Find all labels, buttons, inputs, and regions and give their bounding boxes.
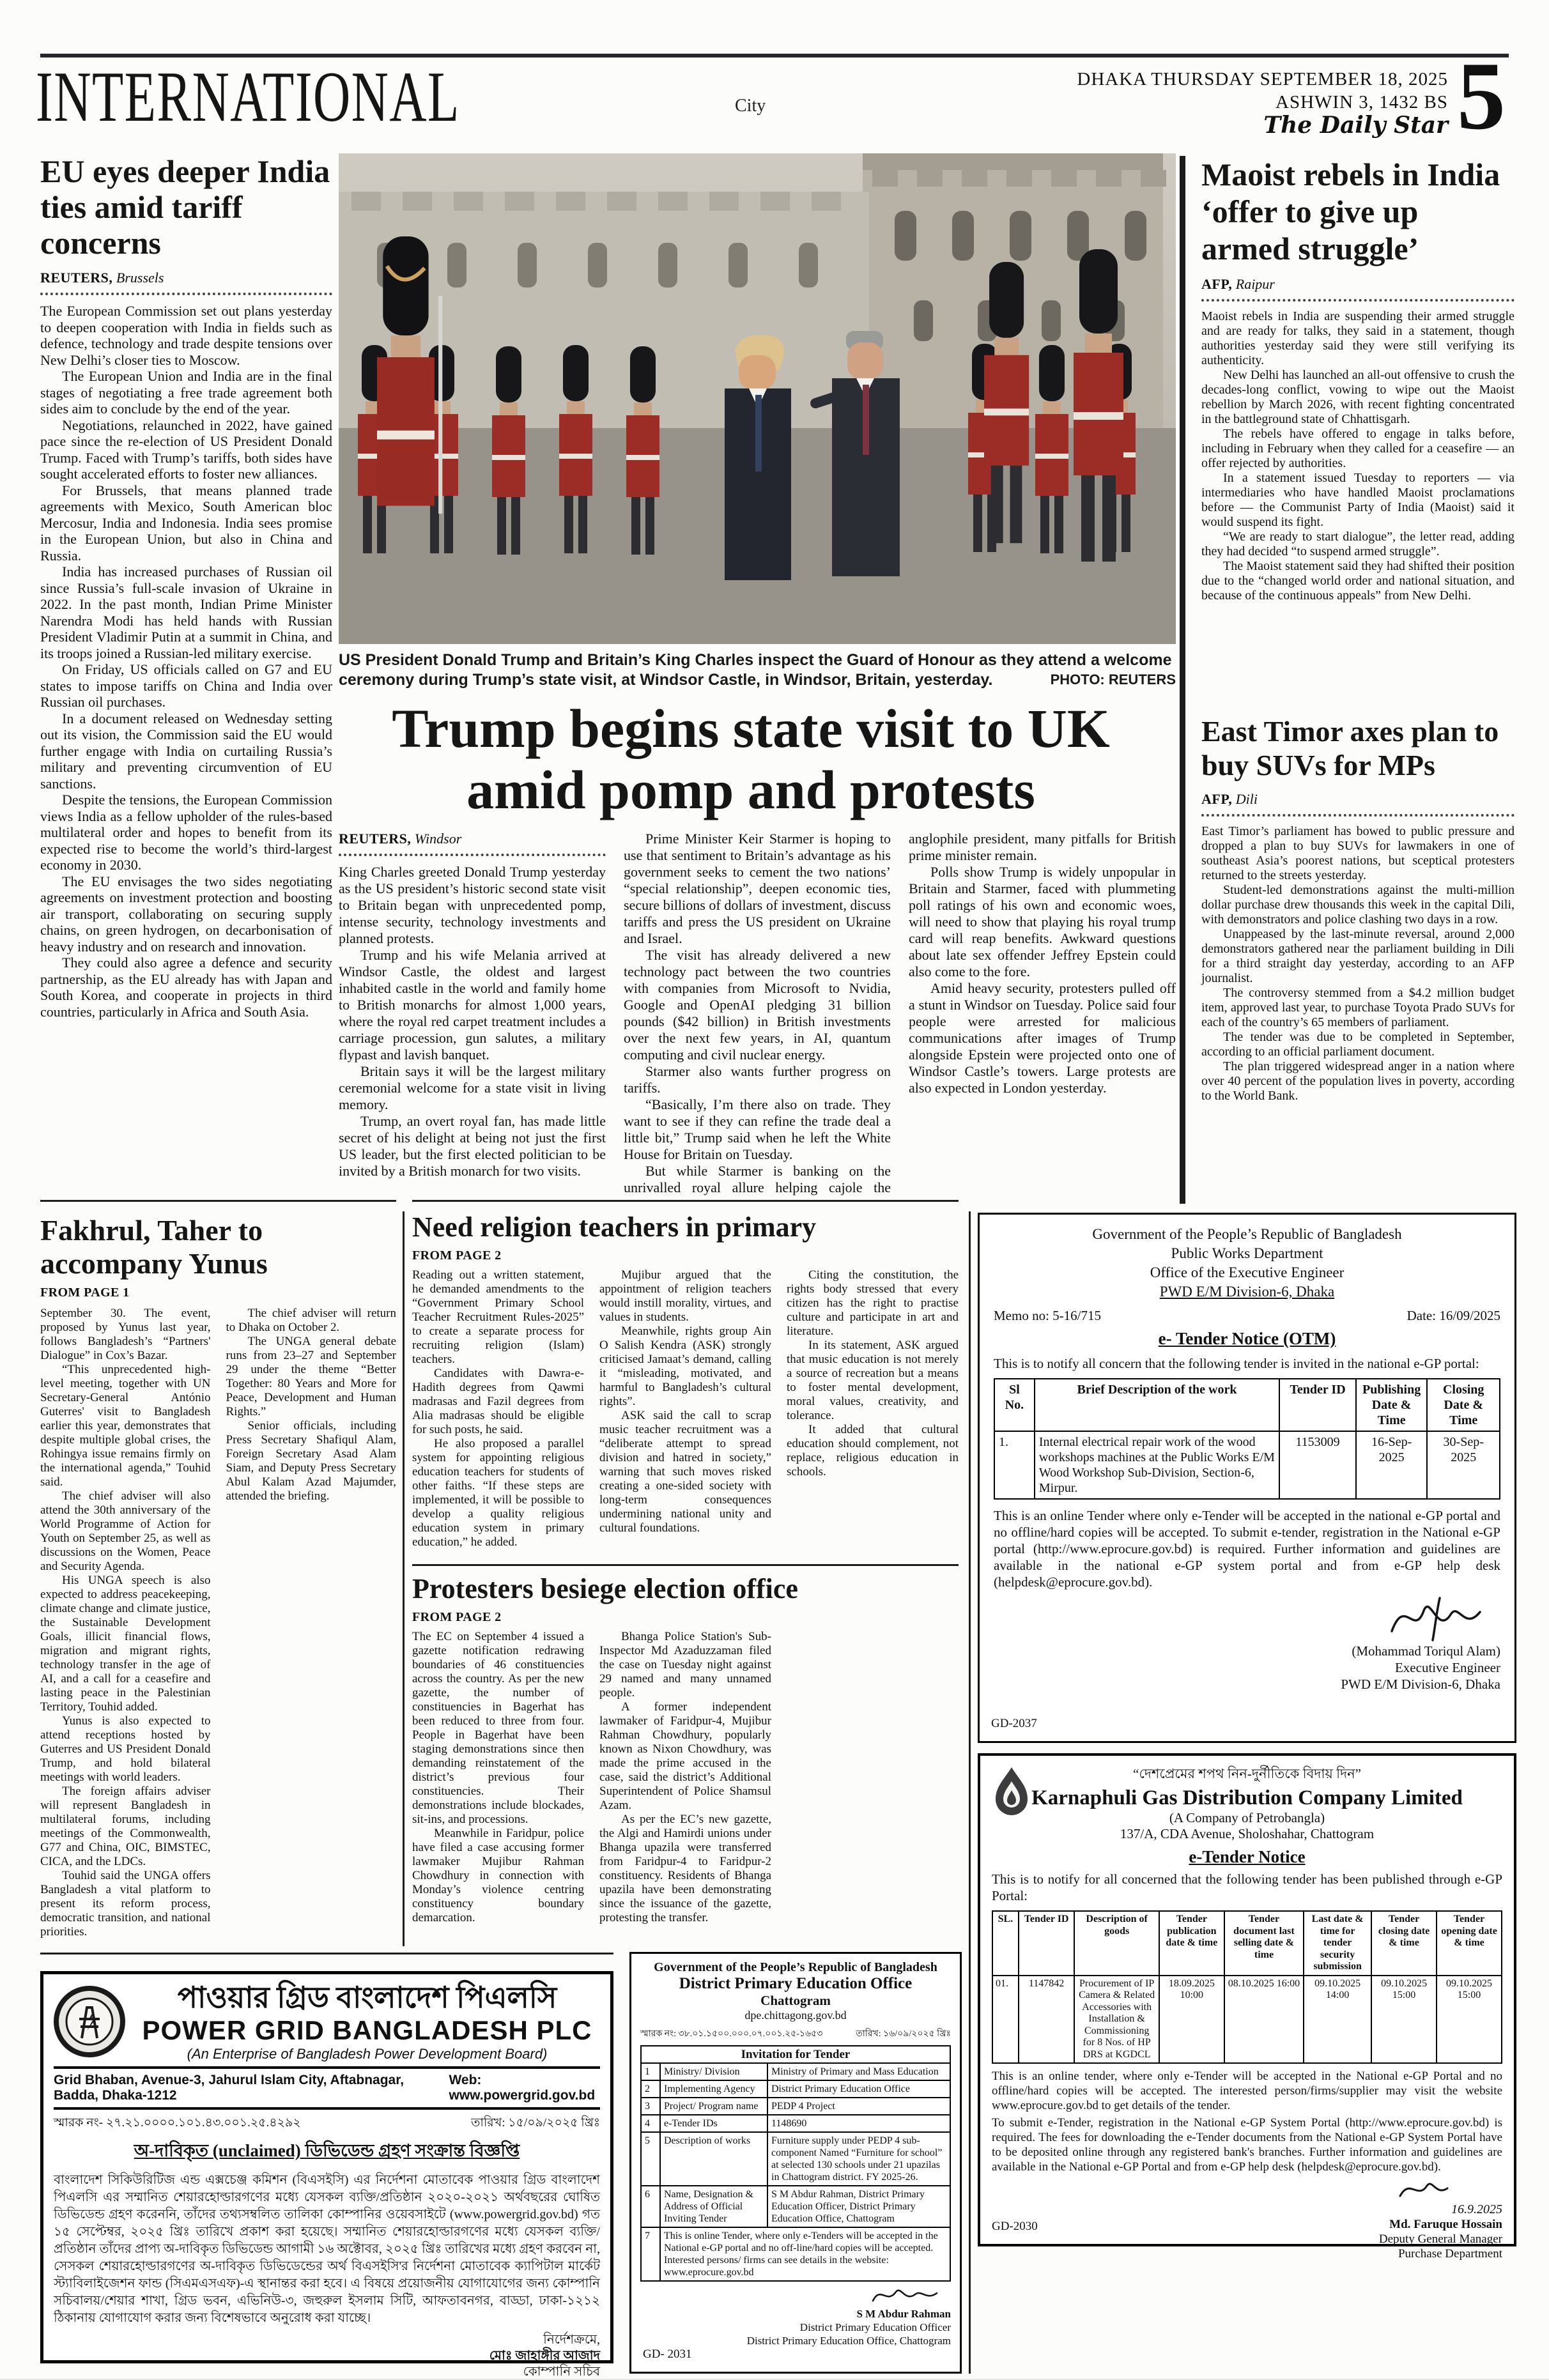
tender-govt-line: Government of the People’s Republic of Bangladesh — [1092, 1226, 1402, 1242]
signer-org: District Primary Education Office, Chattogram — [746, 2335, 951, 2347]
tender-city-line: Chattogram — [760, 1993, 831, 2008]
paragraph: The European Commission set out plans yesterday to deepen cooperation with India in fields such as defence, technology and trade despite tensions over New Delhi’s closer ties to Moscow. — [40, 303, 332, 368]
article-eu-india — [40, 153, 332, 1199]
cell-no: 6 — [641, 2186, 660, 2227]
rule — [54, 2107, 600, 2110]
tender-notice-pwd — [978, 1213, 1516, 1743]
vertical-rule — [1180, 156, 1185, 1204]
powergrid-logo — [54, 1986, 125, 2057]
gd-number: GD-2030 — [992, 2220, 1038, 2233]
paragraph: King Charles greeted Donald Trump yesterday as the US president’s historic second state visit to Britain began with unprecedented pomp, intense security, technology investments and planned protests. — [339, 864, 606, 946]
tender-table — [992, 1910, 1502, 2064]
paragraph: Yunus is also expected to attend receptions hosted by Guterres and US President Donald Trump, and hold bilateral meetings with world leaders. — [40, 1714, 211, 1784]
paragraph: Trump, an overt royal fan, has made little secret of his delight at being not just the first US leader, but the first elected politician to be invited by a British monarch for two visits. — [339, 1113, 606, 1179]
tender-website: dpe.chittagong.gov.bd — [744, 2009, 847, 2022]
lead-article-body — [339, 831, 1176, 1206]
tender-notice-kgdcl — [978, 1753, 1516, 2261]
dotted-rule — [339, 854, 606, 856]
article-body — [40, 1307, 396, 1939]
article-headline: Need religion teachers in primary — [412, 1211, 817, 1243]
byline — [1201, 276, 1514, 293]
signoff-line: নির্দেশক্রমে, — [543, 2333, 600, 2347]
company-subtitle: (A Company of Petrobangla) — [1169, 1810, 1325, 1825]
cell-label: e-Tender IDs — [660, 2115, 767, 2132]
cell-value: Ministry of Primary and Mass Education — [767, 2063, 950, 2080]
signer-name: (Mohammad Toriqul Alam) — [1352, 1643, 1500, 1659]
col-header: Tender ID — [1279, 1379, 1356, 1431]
paragraph: As per the EC’s new gazette, the Algi and Hamirdi unions under Bhanga upazila were transferred from Faridpur-4 to Faridpur-2 constituency. Residents of Bhanga upazila have been demonstrating since the issuance of the gazette, protesting the transfer. — [599, 1813, 771, 1924]
paragraph: September 30. The event, proposed by Yunus last year, follows Bangladesh’s “Partners' Dialogue” in Cox’s Bazar. — [40, 1307, 211, 1362]
signer-name: S M Abdur Rahman — [856, 2308, 951, 2320]
byline — [339, 831, 606, 847]
tender-govt-line: Government of the People’s Republic of Bangladesh — [654, 1960, 937, 1974]
paragraph: Negotiations, relaunched in 2022, have gained pace since the re-election of US President Donald Trump. Faced with Trump’s tariffs, both sides have sought accelerated efforts to foster new alliances. — [40, 417, 332, 482]
from-page-label: FROM PAGE 2 — [412, 1610, 502, 1624]
col-header: Tender opening date & time — [1437, 1911, 1502, 1976]
tender-table — [994, 1378, 1500, 1500]
paragraph: Britain says it will be the largest military ceremonial welcome for a state visit in living memory. — [339, 1063, 606, 1112]
paragraph: A former independent lawmaker of Faridpur-4, Mujibur Rahman Chowdhury, popularly known as Nixon Chowdhury, was made the prime accused in the case, said the district’s Additional Superintendent of Police Shamsul Azam. — [599, 1700, 771, 1812]
paragraph: Starmer also wants further progress on tariffs. — [624, 1063, 891, 1096]
signer-title: Executive Engineer — [1394, 1660, 1500, 1675]
gd-number: GD- 2031 — [643, 2347, 692, 2361]
paragraph: Meanwhile in Faridpur, police have filed a case accusing former lawmaker Mujibur Rahman Chowdhury in connection with Monday’s violence centring constituency boundary demarcation. — [412, 1827, 584, 1924]
col-header: Publishing Date & Time — [1356, 1379, 1428, 1431]
cell-value: Furniture supply under PEDP 4 sub-component Named “Furniture for school” at selected 130 schools under 21 upazilas in Chattogram district. FY 2025-26. — [767, 2132, 950, 2186]
masthead-dateline — [959, 68, 1448, 137]
col-header: Brief Description of the work — [1035, 1379, 1279, 1431]
cell-description: Procurement of IP Camera & Related Accessories with Installation & Commissioning for 8 Nos. of HP DRS at KGDCL — [1074, 1976, 1159, 2064]
paragraph: The plan triggered widespread anger in a nation where over 40 percent of the population lives in poverty, according to the World Bank. — [1201, 1059, 1514, 1103]
paragraph: The foreign affairs adviser will represent Bangladesh in multilateral forums, including meetings of the Commonwealth, G77 and China, OIC, BIMSTEC, CICA, and the LDCs. — [40, 1785, 211, 1868]
col-header: SL. — [992, 1911, 1019, 1976]
byline-place: Brussels — [116, 270, 164, 286]
paragraph: For Brussels, that means planned trade agreements with Mexico, South American bloc Mercosur, India and Indonesia. India sees promise in the European Union, but also in China and Russia. — [40, 482, 332, 564]
paragraph: Maoist rebels in India are suspending their armed struggle and are ready for talks, they said in a statement, though authorities yesterday said they were still verifying its authenticity. — [1201, 309, 1514, 367]
signer-name: Md. Faruque Hossain — [1389, 2218, 1502, 2231]
table-row — [641, 2098, 950, 2115]
col-header: Sl No. — [994, 1379, 1035, 1431]
dotted-rule — [1201, 814, 1514, 817]
article-body — [1201, 309, 1514, 695]
signature-block — [992, 2177, 1502, 2261]
cell-no: 3 — [641, 2098, 660, 2115]
paragraph: The controversy stemmed from a $4.2 million budget item, approved last year, to purchase Toyota Prado SUVs for each of the country’s 65 members of parliament. — [1201, 986, 1514, 1029]
signer-title: কোম্পানি সচিব — [523, 2365, 600, 2379]
table-row — [641, 2080, 950, 2098]
tender-office-line: Office of the Executive Engineer — [1150, 1264, 1345, 1280]
cell-no: 4 — [641, 2115, 660, 2132]
powergrid-bn-title: পাওয়ার গ্রিড বাংলাদেশ পিএলসি — [177, 1981, 557, 2014]
paragraph-list — [339, 831, 1176, 1206]
paragraph: The Maoist statement said they had shifted their position due to the “changed world order and national situation, and because of the continuous appeals” from New Delhi. — [1201, 559, 1514, 603]
paragraph: Mujibur argued that the appointment of religion teachers would instill morality, virtues, and values in students. — [599, 1268, 771, 1324]
paragraph: New Delhi has launched an all-out offensive to crush the decades-long conflict, vowing to wipe out the Maoist rebellion by March 2026, with recent fighting concentrated in the battleground state of Chhattisgarh. — [1201, 368, 1514, 426]
byline — [40, 270, 332, 286]
paragraph: ASK said the call to scrap music teacher recruitment was a “deliberate attempt to spread division and hatred in society,” warning that such moves risked creating a one-sided society with long-term consequences undermining national unity and cultural foundations. — [599, 1409, 771, 1535]
powergrid-address: Grid Bhaban, Avenue-3, Jahurul Islam City, Aftabnagar, Badda, Dhaka-1212 — [54, 2073, 405, 2103]
cell-label: Description of works — [660, 2132, 767, 2186]
col-header: Tender closing date & time — [1371, 1911, 1437, 1976]
paragraph: Candidates with Dawra-e-Hadith degrees from Qawmi madrasas and Fazil degrees from Alia madrasas should be eligible for such posts, he said. — [412, 1367, 584, 1436]
from-page-label: FROM PAGE 2 — [412, 1248, 502, 1263]
tender-intro: This is to notify all concern that the following tender is invited in the national e-GP portal: — [994, 1356, 1479, 1371]
paragraph: The tender was due to be completed in September, according to an official parliament document. — [1201, 1030, 1514, 1059]
signer-org: PWD E/M Division-6, Dhaka — [1341, 1677, 1500, 1692]
paragraph: Unappeased by the last-minute reversal, around 2,000 demonstrators gathered near the parliament building in Dili for a third straight day yesterday, according to an AFP journalist. — [1201, 927, 1514, 985]
table-row — [641, 2063, 950, 2080]
signature-date: 16.9.2025 — [1451, 2202, 1502, 2216]
article-body — [40, 303, 332, 1185]
paragraph: The visit has already delivered a new technology pact between the two countries with companies from Microsoft to Nvidia, Google and OpenAI pledging 31 billion pounds ($42 billion) in British investments over the next few years, in AI, quantum computing and civil nuclear energy. — [624, 947, 891, 1063]
paragraph: Despite the tensions, the European Commission views India as a fellow upholder of the rules-based multilateral order and hopes to benefit from its expected rise to become the world’s third-largest economy in 2030. — [40, 792, 332, 873]
cell-tender-id: 1147842 — [1019, 1976, 1075, 2064]
dotted-rule — [1201, 299, 1514, 302]
table-row — [641, 2132, 950, 2186]
col-header: Tender ID — [1019, 1911, 1075, 1976]
paragraph: Trump and his wife Melania arrived at Windsor Castle, the oldest and largest inhabited castle in the world and family home to British monarchs for almost 1,000 years, where the royal red carpet treatment includes a carriage procession, gun salutes, a military flypast and lavish banquet. — [339, 947, 606, 1063]
horizontal-rule — [412, 1200, 959, 1202]
table-row — [641, 2186, 950, 2227]
article-headline: Maoist rebels in India ‘offer to give up armed struggle’ — [1201, 157, 1500, 266]
cell-no: 1 — [641, 2063, 660, 2080]
paragraph: India has increased purchases of Russian oil since Russia’s full-scale invasion of Ukraine in 2022. In the past month, Indian Prime Minister Narendra Modi has held hands with Russian President Vladimir Putin at a summit in China, and its troops joined a Russian-led military exercise. — [40, 564, 332, 661]
signer-name: মোঃ জাহাঙ্গীর আজাদ — [489, 2349, 600, 2363]
cell-value: 1148690 — [767, 2115, 950, 2132]
cell-value: District Primary Education Office — [767, 2080, 950, 2098]
signature-icon — [1379, 1593, 1500, 1643]
photo-trump-charles — [339, 153, 1176, 644]
paragraph: The EC on September 4 issued a gazette notification redrawing boundaries of 46 constituencies across the country. As per the new gazette, the number of constituencies in Bagerhat has been reduced to three from four. People in Bagerhat have been staging demonstrations since then demanding reinstatement of the district’s previous four constituencies. Their demonstrations include blockades, sit-ins, and processions. — [412, 1630, 584, 1826]
paragraph: Senior officials, including Press Secretary Shafiqul Alam, Foreign Secretary Asad Alam Siam, and Deputy Press Secretary Abul Kalam Azad Majumder, attended the briefing. — [226, 1419, 396, 1503]
paragraph: On Friday, US officials called on G7 and EU states to impose tariffs on China and India over Russian oil purchases. — [40, 661, 332, 710]
article-headline: EU eyes deeper India ties amid tariff concerns — [40, 153, 330, 261]
byline-agency: REUTERS, — [339, 831, 412, 847]
cell-value: S M Abdur Rahman, District Primary Education Officer, District Primary Education Office, Chattogram — [767, 2186, 950, 2227]
table-row — [641, 2115, 950, 2132]
article-headline: Fakhrul, Taher to accompany Yunus — [40, 1214, 268, 1280]
tender-para: This is an online tender, where only e-Tender will be accepted in the National e-GP Portal and no offline/hard copies will be accepted. The interested person/firms/supplier may visit the website www.eprocure.gov.bd to get details of the tender. — [992, 2069, 1502, 2112]
horizontal-rule — [40, 1953, 613, 1954]
tender-notice-dpeo — [629, 1952, 962, 2374]
cell-description: Internal electrical repair work of the wood workshops machines at the Public Works E/M Wood Workshop Sub-Division, Section-6, Mirpur. — [1035, 1431, 1279, 1499]
byline-agency: REUTERS, — [40, 270, 113, 286]
table-row — [641, 2227, 950, 2281]
paragraph: Citing the constitution, the rights body stressed that every citizen has the right to practise culture and participate in art and literature. — [787, 1268, 959, 1338]
masthead-bs-date: ASHWIN 3, 1432 BS — [1275, 92, 1448, 112]
paragraph: Touhid said the UNGA offers Bangladesh a vital platform to present its reform process, democratic transition, and national priorities. — [40, 1869, 211, 1939]
photo-caption — [339, 650, 1176, 690]
paragraph: Meanwhile, rights group Ain O Salish Kendra (ASK) strongly criticised Jamaat’s demand, calling it “misleading, motivated, and harmful to Bangladesh’s cultural rights”. — [599, 1324, 771, 1408]
tender-table — [640, 2045, 951, 2282]
company-name: Karnaphuli Gas Distribution Company Limited — [1031, 1786, 1463, 1809]
ad-heading: অ-দাবিকৃত (unclaimed) ডিভিডেন্ড গ্রহণ সংক্রান্ত বিজ্ঞপ্তি — [134, 2141, 520, 2160]
kgdcl-flame-logo — [990, 1765, 1033, 1821]
byline-agency: AFP, — [1201, 276, 1233, 292]
gd-number: GD-2037 — [991, 1717, 1037, 1730]
vertical-rule — [969, 1211, 971, 2374]
horizontal-rule — [40, 1200, 396, 1202]
cell-publication: 18.09.2025 10:00 — [1159, 1976, 1224, 2064]
memo-number: স্মারক নং: ৩৮.০১.১৫০০.০০০.০৭.০০১.২৫-১৬৫৩ — [640, 2029, 823, 2039]
col-header: Tender publication date & time — [1159, 1911, 1224, 1976]
tender-office-line: District Primary Education Office — [679, 1975, 913, 1992]
company-address: 137/A, CDA Avenue, Sholoshahar, Chattogram — [1120, 1826, 1375, 1841]
photo-illustration — [339, 153, 1176, 644]
cell-opening: 09.10.2025 15:00 — [1437, 1976, 1502, 2064]
article-religion-teachers — [412, 1211, 959, 1557]
signature-block — [994, 1593, 1500, 1693]
cell-label: Project/ Program name — [660, 2098, 767, 2115]
table-row — [994, 1431, 1500, 1499]
cell-sl: 01. — [992, 1976, 1019, 2064]
memo-number: Memo no: 5-16/715 — [994, 1308, 1101, 1323]
paragraph: In its statement, ASK argued that music education is not merely a source of recreation but a means to foster mental development, moral values, creativity, and tolerance. — [787, 1339, 959, 1422]
paragraph: In a document released on Wednesday setting out its vision, the Commission said the EU would further engage with India on curtailing Russia’s military and preventing circumvention of EU sanctions. — [40, 710, 332, 792]
paragraph: The UNGA general debate runs from 23–27 and September 29 under the theme “Better Together: 80 Years and More for Peace, Development and Human Rights.” — [226, 1335, 396, 1418]
cell-tender-id: 1153009 — [1279, 1431, 1356, 1499]
tender-intro: This is to notify for all concerned that the following tender has been published through e-GP Portal: — [992, 1871, 1502, 1903]
paragraph: “Basically, I’m there also on trade. They want to see if they can refine the trade deal a little bit,” Trump said when he left the White House for Britain on Tuesday. — [624, 1096, 891, 1162]
signer-dept: Purchase Department — [1398, 2247, 1502, 2261]
paragraph: They could also agree a defence and security partnership, as the EU already has with Japan and South Korea, and cooperate in projects in third countries, particularly in Africa and South Asia. — [40, 955, 332, 1020]
cell-publish-date: 16-Sep-2025 — [1356, 1431, 1428, 1499]
powergrid-advertisement — [40, 1971, 613, 2379]
cell-doc-selling: 08.10.2025 16:00 — [1224, 1976, 1304, 2064]
cell-value: PEDP 4 Project — [767, 2098, 950, 2115]
paragraph: Bhanga Police Station's Sub-Inspector Md Azaduzzaman filed the case on Tuesday night against 29 named and many unnamed people. — [599, 1630, 771, 1700]
tender-dept-line: Public Works Department — [1171, 1245, 1323, 1261]
cell-label: Ministry/ Division — [660, 2063, 767, 2080]
memo-number: স্মারক নং- ২৭.২১.০০০০.১০১.৪৩.০০১.২৫.৪২৯২ — [54, 2116, 301, 2130]
cell-closing: 09.10.2025 15:00 — [1371, 1976, 1437, 2064]
tender-para: To submit e-Tender, registration in the National e-GP System Portal (http://www.eprocure.gov.bd) is required. The fees for downloading the e-Tender documents from the National e-GP System Portal have to be deposited online through any registered bank's branches. Further information and guidelines are available in the National e-GP Portal and from e-GP help desk (helpdesk@eprocure.gov.bd). — [992, 2116, 1502, 2174]
photo-credit: PHOTO: REUTERS — [1050, 672, 1176, 687]
article-headline: East Timor axes plan to buy SUVs for MPs — [1201, 715, 1499, 781]
tender-division-line: PWD E/M Division-6, Dhaka — [1159, 1284, 1335, 1300]
paragraph: Student-led demonstrations against the multi-million dollar purchase drew thousands this week in the capital Dili, with demonstrators and police clashing two days in a row. — [1201, 883, 1514, 926]
article-protesters — [412, 1573, 959, 1942]
byline-place: Windsor — [414, 831, 462, 847]
tender-footer: This is an online Tender where only e-Tender will be accepted in the national e-GP portal and no offline/hard copies will be accepted. To submit e-tender, registration in the National e-GP portal (http://www.eprocure.gov.bd) is required. Further information and guidelines are available in the national e-GP system portal and from e-GP help desk (helpdesk@eprocure.gov.bd). — [994, 1508, 1500, 1590]
vertical-rule — [403, 1211, 405, 1946]
memo-date: তারিখ: ১৬/০৯/২০২৫ খ্রিঃ — [856, 2029, 951, 2039]
col-header: Tender document last selling date & time — [1224, 1911, 1304, 1976]
memo-date: তারিখ: ১৫/০৯/২০২৫ খ্রিঃ — [471, 2116, 600, 2130]
table-row — [992, 1976, 1502, 2064]
powergrid-en-title: POWER GRID BANGLADESH PLC — [142, 2015, 592, 2045]
right-column — [1201, 156, 1514, 1204]
signature-icon — [868, 2284, 951, 2307]
cell-label: Name, Designation & Address of Official Inviting Tender — [660, 2186, 767, 2227]
article-body — [412, 1630, 959, 1942]
paper-logo: The Daily Star — [1263, 112, 1448, 139]
paragraph: “We are ready to start dialogue”, the letter read, adding they had decided “to suspend armed struggle”. — [1201, 530, 1514, 558]
paragraph: Polls show Trump is widely unpopular in Britain and Starmer, faced with plummeting poll ratings of his own and economic woes, will need to show that playing his royal trump card will reap benefits. Awkward questions about late sex offender Jeffrey Epstein could also come to the fore. — [909, 864, 1176, 979]
tender-title: e- Tender Notice (OTM) — [1158, 1329, 1336, 1348]
memo-date: Date: 16/09/2025 — [1406, 1308, 1500, 1323]
article-headline: Protesters besiege election office — [412, 1573, 798, 1604]
paragraph: The chief adviser will also attend the 30th anniversary of the World Programme of Action for Youth on September 25, as well as discussions on the Women, Peace and Security Agenda. — [40, 1489, 211, 1573]
signature-icon — [1394, 2177, 1502, 2202]
paragraph: His UNGA speech is also expected to address peacekeeping, climate change and climate justice, the Sustainable Development Goals, illicit financial flows, migration and migrant rights, technology transfer in the age of AI, and a call for a ceasefire and lasting peace in the Palestinian Territory, Touhid added. — [40, 1574, 211, 1714]
rule — [54, 2066, 600, 2069]
article-body — [412, 1268, 959, 1557]
from-page-label: FROM PAGE 1 — [40, 1286, 130, 1300]
table-title: Invitation for Tender — [641, 2046, 950, 2063]
tender-title: e-Tender Notice — [1189, 1847, 1306, 1866]
powergrid-subtitle: (An Enterprise of Bangladesh Power Development Board) — [187, 2046, 548, 2062]
paragraph: Prime Minister Keir Starmer is hoping to use that sentiment to Britain’s advantage as his government seeks to cement the two nations’ “special relationship”, deepen economic ties, secure billions of dollars of investment, discuss tariffs and press the US president on Ukraine and Israel. — [624, 831, 891, 946]
col-header: Closing Date & Time — [1427, 1379, 1500, 1431]
signer-title: Deputy General Manager — [1378, 2232, 1502, 2246]
cell-security: 09.10.2025 14:00 — [1304, 1976, 1371, 2064]
byline — [1201, 791, 1514, 808]
caption-text: US President Donald Trump and Britain’s King Charles inspect the Guard of Honour as they attend a welcome ceremony during Trump’s state visit, at Windsor Castle, in Windsor, Britain, yesterday. — [339, 651, 1172, 689]
cell-no: 7 — [641, 2227, 660, 2281]
masthead-date: DHAKA THURSDAY SEPTEMBER 18, 2025 — [1077, 69, 1448, 89]
city-label: City — [735, 96, 766, 116]
horizontal-rule — [412, 1564, 959, 1566]
paragraph: Amid heavy security, protesters pulled off a stunt in Windsor on Tuesday. Police said four people were arrested for malicious communications after images of Trump alongside Epstein were projected onto one of Windsor Castle’s towers. Large protests are also expected in London yesterday. — [909, 980, 1176, 1096]
dotted-rule — [40, 293, 332, 295]
cell-sl: 1. — [994, 1431, 1035, 1499]
paragraph: “This unprecedented high-level meeting, together with UN Secretary-General António Guterres' visit to Bangladesh earlier this year, demonstrates that despite multiple global crises, the Rohingya issue remains firmly on the international agenda,” Touhid said. — [40, 1363, 211, 1489]
ad-signoff — [54, 2332, 600, 2380]
ad-body: বাংলাদেশ সিকিউরিটিজ এন্ড এক্সচেঞ্জ কমিশন (বিএসইসি) এর নির্দেশনা মোতাবেক পাওয়ার গ্রিড বাংলাদেশ পিএলসি এর সম্মানিত শেয়ারহোল্ডারগণের মধ্যে যেসকল ব্যক্তি/প্রতিষ্ঠান ২০২০-২০২১ অর্থবছরের ঘোষিত ডিভিডেন্ড গ্রহণ করেননি, তাঁদের তথ্যসম্বলিত তালিকা কোম্পানির ওয়েবসাইটে (www.powergrid.gov.bd) গত ১৫ সেপ্টেম্বর, ২০২৫ খ্রিঃ তারিখে প্রকাশ করা হয়েছে। সম্মানিত শেয়ারহোল্ডারগণের মধ্যে যেসকল ব্যক্তি/প্রতিষ্ঠান তাঁদের প্রাপ্য অ-দাবিকৃত ডিভিডেন্ড আগামী ১৬ অক্টোবর, ২০২৫ খ্রিঃ তারিখের মধ্যে গ্রহণ করবেন না, সেসকল শেয়ারহোল্ডারগণের অ-দাবিকৃত ডিভিডেন্ডের অর্থ বিএসইসি'র নির্দেশনা মোতাবেক ক্যাপিটাল মার্কেট স্ট্যাবিলাইজেশন ফান্ড (সিএমএসএফ)-এ স্থানান্তর করা হবে। এ বিষয়ে প্রয়োজনীয় যোগাযোগের জন্য কোম্পানি সচিবালয়/শেয়ার শাখা, গ্রিড ভবন, এভিনিউ-৩, জহুরুল ইসলাম সিটি, আফতাবনগর, বাড্ডা, ঢাকা-১২১২ ঠিকানায় যোগাযোগ করার জন্য বিশেষভাবে অনুরোধ করা যাচ্ছে। — [54, 2173, 600, 2325]
signature-block — [640, 2284, 951, 2347]
article-fakhrul — [40, 1214, 396, 1949]
byline-place: Raipur — [1235, 276, 1275, 292]
cell-label: Implementing Agency — [660, 2080, 767, 2098]
section-title: INTERNATIONAL — [36, 58, 460, 137]
cell-no: 2 — [641, 2080, 660, 2098]
paragraph: The chief adviser will return to Dhaka on October 2. — [226, 1307, 396, 1334]
article-body — [1201, 824, 1514, 1208]
paragraph: The European Union and India are in the final stages of negotiating a free trade agreement both sides aim to conclude by the end of the year. — [40, 368, 332, 417]
cell-closing-date: 30-Sep-2025 — [1427, 1431, 1500, 1499]
cell-no: 5 — [641, 2132, 660, 2186]
slogan: “দেশপ্রেমের শপথ নিন-দুর্নীতিকে বিদায় দিন” — [1133, 1766, 1361, 1781]
signer-title: District Primary Education Officer — [799, 2321, 951, 2333]
paragraph: But while Starmer is banking on the unrivalled royal allure helping cajole the anglophile president, many pitfalls for British prime minister remain. — [624, 831, 1176, 1195]
paragraph: In a statement issued Tuesday to reporters — via intermediaries who have handled Maoist proclamations before — the Communist Party of India (Maoist) said it would suspend its fight. — [1201, 471, 1514, 529]
paragraph: The rebels have offered to engage in talks before, including in February when they called for a ceasefire — an offer rejected by authorities. — [1201, 427, 1514, 470]
powergrid-web: Web: www.powergrid.gov.bd — [449, 2073, 596, 2103]
byline-agency: AFP, — [1201, 791, 1233, 807]
paragraph: Reading out a written statement, he demanded amendments to the “Government Primary School Teacher Recruitment Rules-2025” to create a separate process for recruiting religion (Islam) teachers. — [412, 1268, 584, 1366]
page-number: 5 — [1457, 42, 1506, 150]
cell-value: This is online Tender, where only e-Tenders will be accepted in the National e-GP portal and no off-line/hard copies will be accepted. Interested persons/ firms can see details in the website: www.eprocure.gov.bd — [660, 2227, 950, 2281]
paragraph: East Timor’s parliament has bowed to public pressure and dropped a plan to buy SUVs for lawmakers in one of southeast Asia’s poorest nations, but sceptical protesters returned to the streets yesterday. — [1201, 824, 1514, 882]
col-header: Last date & time for tender security submission — [1304, 1911, 1371, 1976]
col-header: Description of goods — [1074, 1911, 1159, 1976]
paragraph: The EU envisages the two sides negotiating agreements on investment protection and boosting air transport, collaborating on securing supply chains, on green hydrogen, on decarbonisation of heavy industry and on research and innovation. — [40, 873, 332, 955]
lead-headline: Trump begins state visit to UK amid pomp and protests — [392, 698, 1110, 820]
paragraph: He also proposed a parallel system for appointing religious education teachers for students of other faiths. “If these steps are implemented, it will be possible to develop a quality religious education system in primary education,” he added. — [412, 1437, 584, 1549]
byline-place: Dili — [1235, 791, 1258, 807]
paragraph: It added that cultural education should complement, not replace, religious education in schools. — [787, 1423, 959, 1478]
